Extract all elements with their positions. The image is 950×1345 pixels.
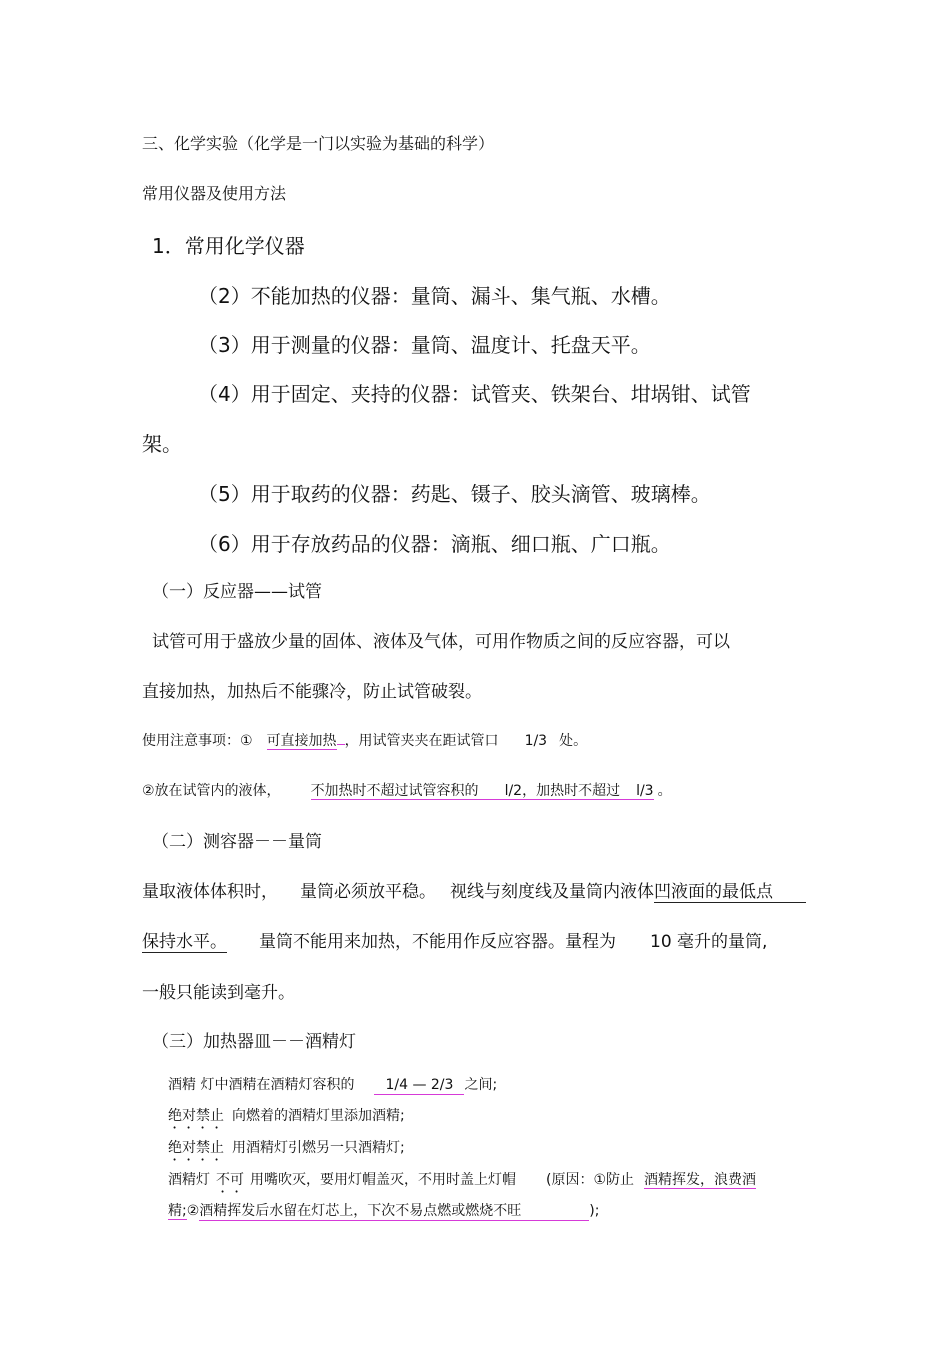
lamp-rule: 酒精灯 不可 用嘴吹灭，要用灯帽盖灭，不用时盖上灯帽 (原因：①防止 酒精挥发，浪费酒 xyxy=(168,1172,757,1188)
fill-answer: 不加热时不超过试管容积的 l/2，加热时不超过 l/3 xyxy=(310,783,654,799)
note-text: ，用试管夹夹在距试管口 xyxy=(344,733,499,749)
note-text: 。 xyxy=(657,783,672,799)
fill-answer: 精; xyxy=(168,1203,187,1219)
paragraph: 直接加热，加热后不能骤冷，防止试管破裂。 xyxy=(142,682,482,702)
fill-answer: 保持水平。 xyxy=(142,932,227,952)
emphasis-text: 绝对禁止 xyxy=(168,1140,224,1156)
paragraph: 试管可用于盛放少量的固体、液体及气体，可用作物质之间的反应容器，可以 xyxy=(152,632,730,652)
lamp-rule: 酒精 灯中酒精在酒精灯容积的 1/4 — 2/3 之间; xyxy=(168,1077,498,1093)
paragraph: 保持水平。 量筒不能用来加热，不能用作反应容器。量程为 10 毫升的量筒, xyxy=(142,932,768,952)
list-item: （4）用于固定、夹持的仪器：试管夹、铁架台、坩埚钳、试管 xyxy=(198,382,751,406)
emphasis-text: 不可 xyxy=(216,1172,244,1188)
note-line xyxy=(142,733,587,750)
list-item: （6）用于存放药品的仪器：滴瓶、细口瓶、广口瓶。 xyxy=(198,532,671,556)
note-text: 使用注意事项：① xyxy=(142,733,253,749)
note-text: 1/3 xyxy=(524,733,548,749)
paragraph: 量取液体体积时， 量筒必须放平稳。 视线与刻度线及量筒内液体凹液面的最低点 xyxy=(142,882,806,903)
note-line xyxy=(142,783,672,800)
note-text: ②放在试管内的液体， xyxy=(142,783,281,799)
part-heading: （二）测容器－－量筒 xyxy=(152,832,322,852)
fill-answer: 酒精挥发，浪费酒 xyxy=(644,1172,757,1188)
section-heading: 1．常用化学仪器 xyxy=(152,234,305,258)
part-heading: （三）加热器皿－－酒精灯 xyxy=(152,1032,356,1052)
lamp-rule: 精;②酒精挥发后水留在灯芯上，下次不易点燃或燃烧不旺 ); xyxy=(168,1203,600,1219)
emphasis-text: 绝对禁止 xyxy=(168,1108,224,1124)
fill-answer: 可直接加热 xyxy=(266,733,337,749)
fill-answer: 1/4 — 2/3 xyxy=(374,1077,464,1095)
list-item: 架。 xyxy=(142,432,182,456)
list-item: （3）用于测量的仪器：量筒、温度计、托盘天平。 xyxy=(198,333,651,357)
subtitle: 常用仪器及使用方法 xyxy=(142,184,287,203)
list-item: （2）不能加热的仪器：量筒、漏斗、集气瓶、水槽。 xyxy=(198,284,671,308)
lamp-rule: 绝对禁止 向燃着的酒精灯里添加酒精; xyxy=(168,1108,405,1124)
fill-answer: 酒精挥发后水留在灯芯上，下次不易点燃或燃烧不旺 xyxy=(199,1203,589,1221)
lamp-rule: 绝对禁止 用酒精灯引燃另一只酒精灯; xyxy=(168,1140,405,1156)
list-item: （5）用于取药的仪器：药匙、镊子、胶头滴管、玻璃棒。 xyxy=(198,482,711,506)
note-text: 处。 xyxy=(559,733,588,749)
page-title: 三、化学实验（化学是一门以实验为基础的科学） xyxy=(142,134,495,153)
paragraph: 一般只能读到毫升。 xyxy=(142,983,295,1003)
part-heading: （一）反应器——试管 xyxy=(152,582,322,602)
fill-answer: 凹液面的最低点 xyxy=(654,882,806,903)
